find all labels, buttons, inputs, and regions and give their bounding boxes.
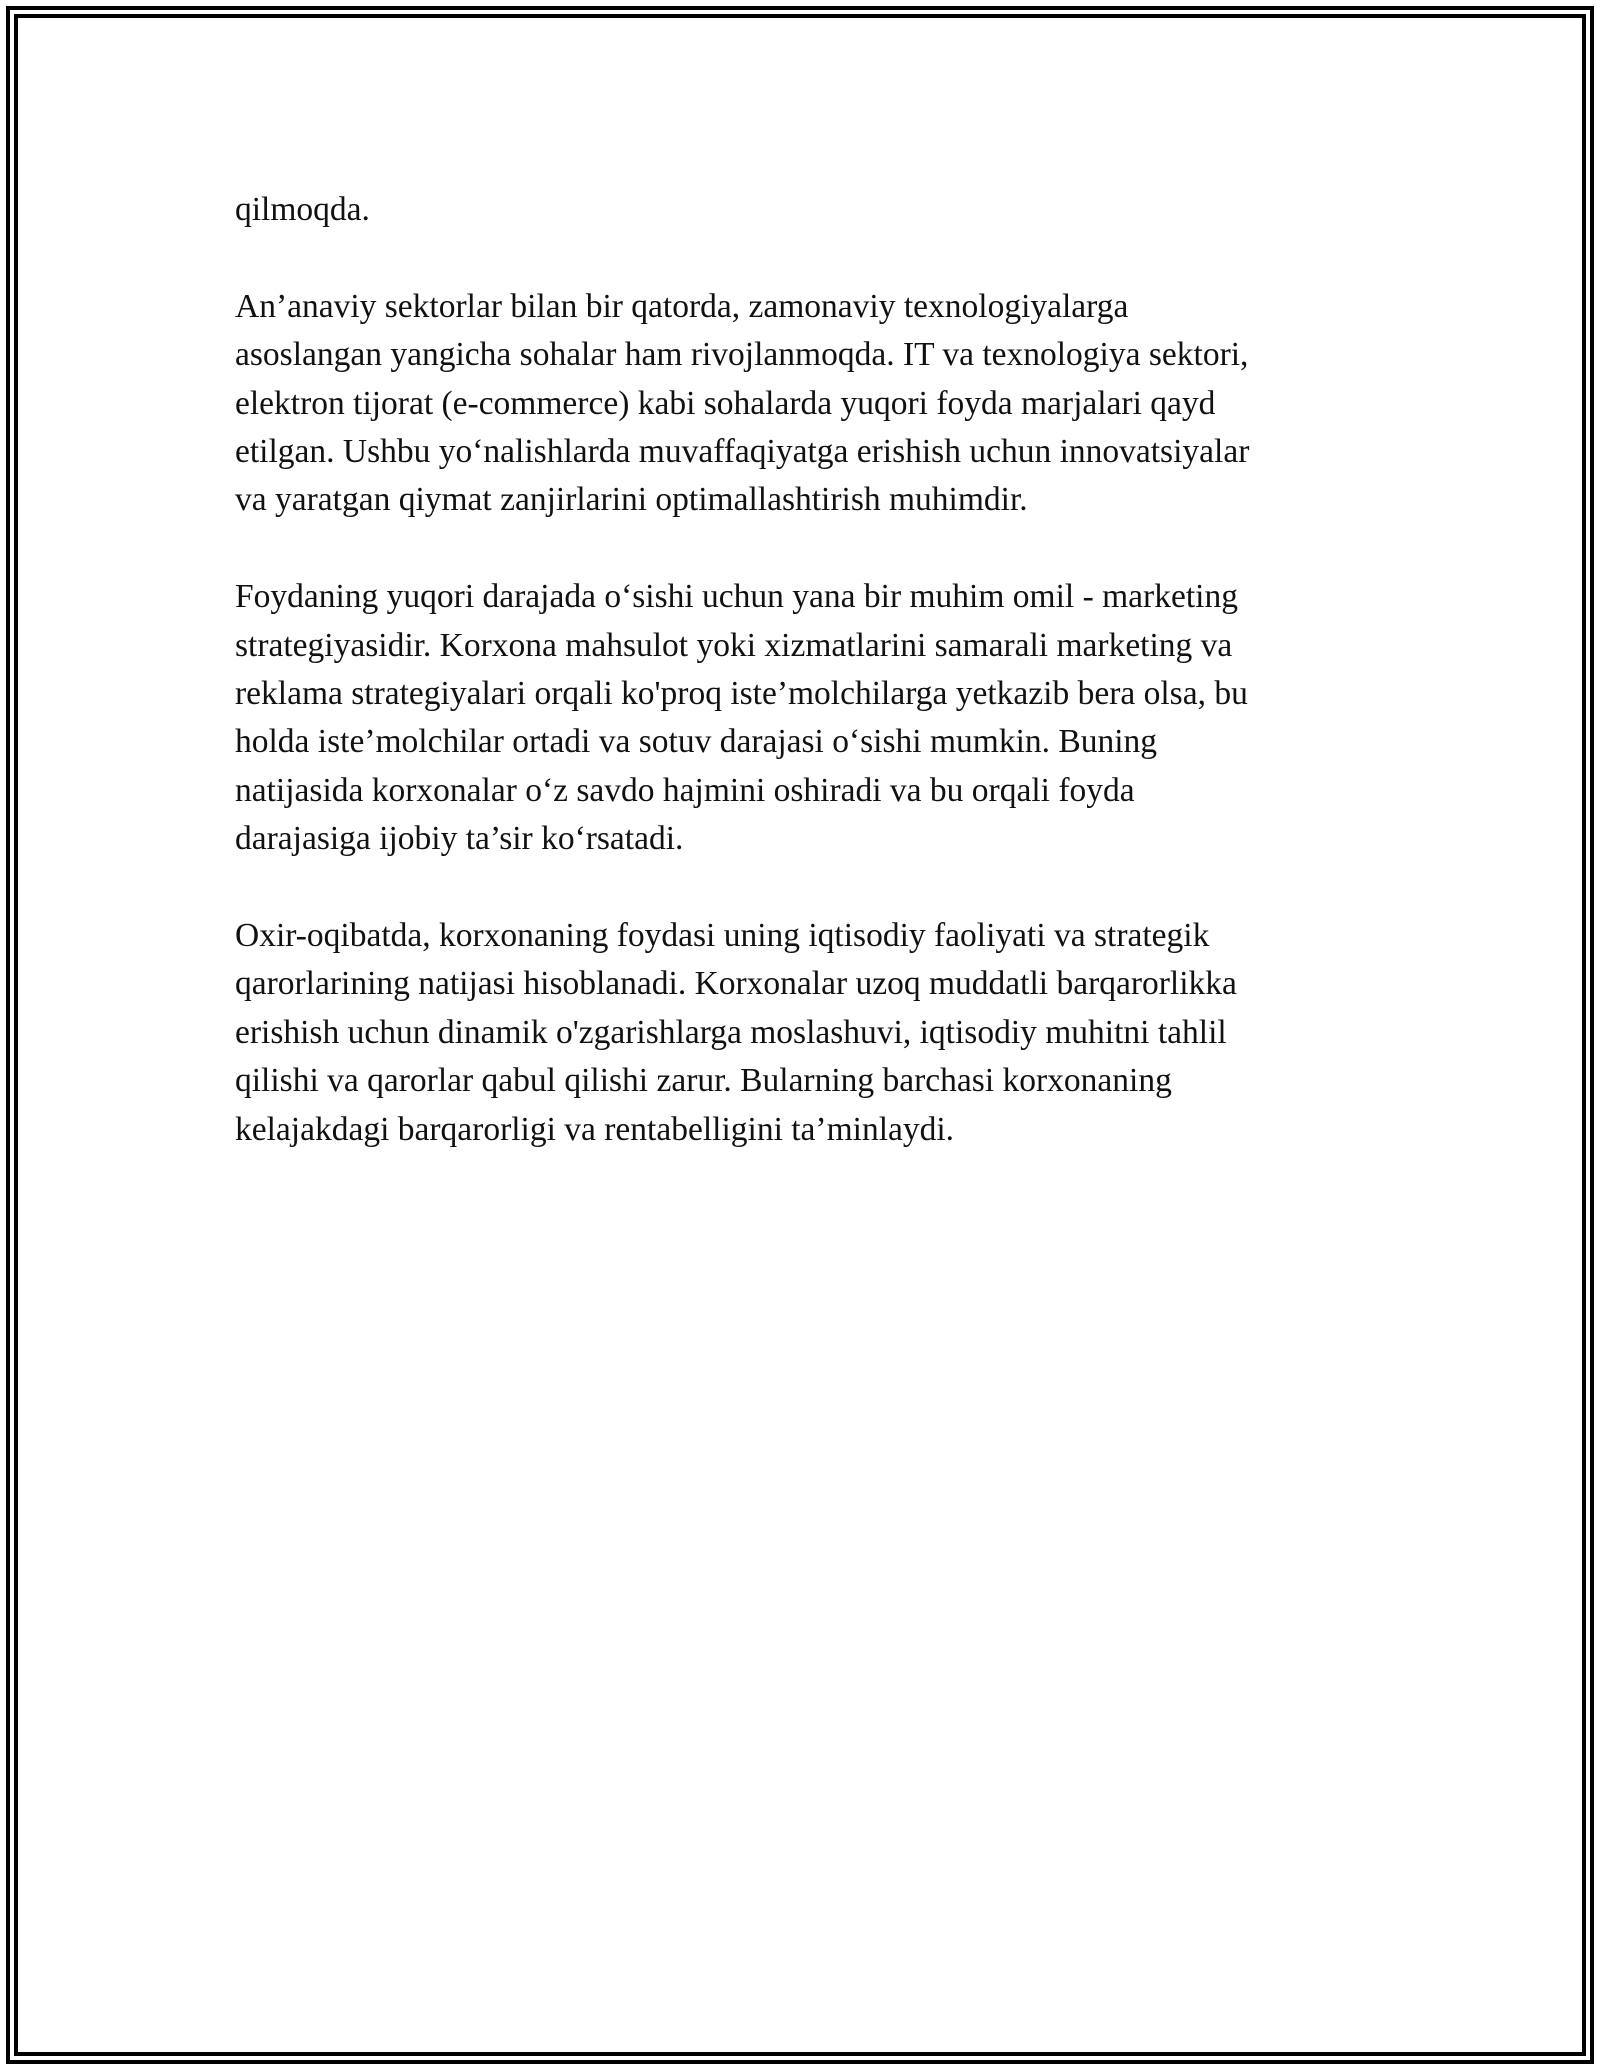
document-body	[235, 186, 1365, 1202]
paragraph-conclusion: Oxir-oqibatda, korxonaning foydasi uning iqtisodiy faoliyati va strategik qarorlarining natijasi hisoblanadi. Korxonalar uzoq muddatli barqarorlikka erishish uchun dinamik o'zgarishlarga moslashuvi, iqtisodiy muhitni tahlil qilishi va qarorlar qabul qilishi zarur. Bularning barchasi korxonaning kelajakdagi barqarorligi va rentabelligini ta’minlaydi.	[235, 917, 1237, 1148]
paragraph-continuation: qilmoqda.	[235, 191, 370, 228]
paragraph-modern-sectors: An’anaviy sektorlar bilan bir qatorda, zamonaviy texnologiyalarga asoslangan yangicha sohalar ham rivojlanmoqda. IT va texnologiya sektori, elektron tijorat (e-commerce) kabi sohalarda yuqori foyda marjalari qayd etilgan. Ushbu yo‘nalishlarda muvaffaqiyatga erishish uchun innovatsiyalar va yaratgan qiymat zanjirlarini optimallashtirish muhimdir.	[235, 287, 1250, 519]
paragraph-marketing-strategy: Foydaning yuqori darajada o‘sishi uchun yana bir muhim omil - marketing strategiyasidir. Korxona mahsulot yoki xizmatlarini samarali marketing va reklama strategiyalari orqali ko'proq iste’molchilarga yetkazib bera olsa, bu holda iste’molchilar ortadi va sotuv darajasi o‘sishi mumkin. Buning natijasida korxonalar o‘z savdo hajmini oshiradi va bu orqali foyda darajasiga ijobiy ta’sir ko‘rsatadi.	[235, 578, 1248, 858]
